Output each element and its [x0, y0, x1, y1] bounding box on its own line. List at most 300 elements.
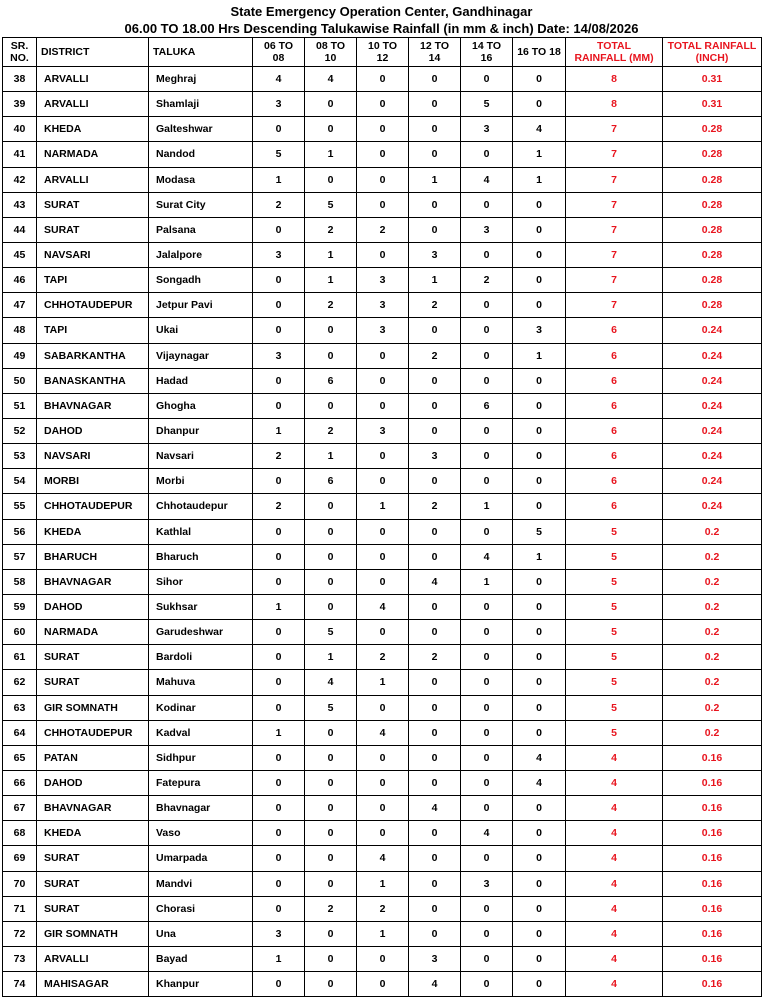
- taluka-cell: Sihor: [149, 569, 253, 594]
- total-inch-cell: 0.2: [663, 544, 762, 569]
- total-mm-cell: 5: [566, 594, 663, 619]
- district-cell: DAHOD: [37, 770, 149, 795]
- table-row: [3, 92, 762, 117]
- rain-08-10-cell: 0: [305, 921, 357, 946]
- rain-14-16-cell: 5: [461, 92, 513, 117]
- taluka-cell: Kadval: [149, 720, 253, 745]
- rain-10-12-cell: 3: [357, 293, 409, 318]
- total-mm-cell: 6: [566, 494, 663, 519]
- total-mm-cell: 7: [566, 117, 663, 142]
- taluka-cell: Sidhpur: [149, 745, 253, 770]
- rain-10-12-cell: 0: [357, 695, 409, 720]
- rain-12-14-cell: 0: [409, 368, 461, 393]
- rain-08-10-cell: 5: [305, 620, 357, 645]
- district-cell: NARMADA: [37, 620, 149, 645]
- district-cell: SURAT: [37, 670, 149, 695]
- rain-10-12-cell: 1: [357, 494, 409, 519]
- table-row: [3, 142, 762, 167]
- report-title: State Emergency Operation Center, Gandhinagar: [230, 4, 533, 19]
- rain-10-12-cell: 0: [357, 569, 409, 594]
- district-cell: CHHOTAUDEPUR: [37, 293, 149, 318]
- rain-16-18-cell: 0: [513, 293, 566, 318]
- sr-cell: 54: [3, 469, 37, 494]
- total-inch-cell: 0.16: [663, 770, 762, 795]
- rain-14-16-cell: 0: [461, 318, 513, 343]
- rain-10-12-cell: 2: [357, 896, 409, 921]
- total-inch-cell: 0.28: [663, 268, 762, 293]
- total-mm-cell: 7: [566, 167, 663, 192]
- taluka-cell: Mandvi: [149, 871, 253, 896]
- rain-14-16-cell: 0: [461, 444, 513, 469]
- rain-16-18-cell: 5: [513, 519, 566, 544]
- col-header-12-14: 12 TO 14: [409, 38, 461, 67]
- taluka-cell: Dhanpur: [149, 418, 253, 443]
- total-inch-cell: 0.28: [663, 242, 762, 267]
- rain-08-10-cell: 1: [305, 268, 357, 293]
- sr-cell: 57: [3, 544, 37, 569]
- taluka-cell: Jetpur Pavi: [149, 293, 253, 318]
- rain-06-08-cell: 0: [253, 846, 305, 871]
- rain-14-16-cell: 0: [461, 293, 513, 318]
- sr-cell: 74: [3, 972, 37, 997]
- sr-cell: 49: [3, 343, 37, 368]
- sr-cell: 70: [3, 871, 37, 896]
- total-mm-cell: 4: [566, 972, 663, 997]
- table-row: [3, 695, 762, 720]
- rain-10-12-cell: 1: [357, 921, 409, 946]
- table-row: [3, 544, 762, 569]
- table-row: [3, 821, 762, 846]
- rain-08-10-cell: 4: [305, 67, 357, 92]
- rain-06-08-cell: 3: [253, 242, 305, 267]
- taluka-cell: Shamlaji: [149, 92, 253, 117]
- rain-16-18-cell: 1: [513, 544, 566, 569]
- rain-16-18-cell: 0: [513, 418, 566, 443]
- sr-cell: 65: [3, 745, 37, 770]
- rain-14-16-cell: 4: [461, 821, 513, 846]
- col-header-16-18: 16 TO 18: [513, 38, 566, 67]
- taluka-cell: Vaso: [149, 821, 253, 846]
- total-inch-cell: 0.2: [663, 519, 762, 544]
- rain-10-12-cell: 4: [357, 846, 409, 871]
- rain-08-10-cell: 0: [305, 972, 357, 997]
- total-mm-cell: 6: [566, 318, 663, 343]
- rain-14-16-cell: 0: [461, 695, 513, 720]
- rain-16-18-cell: 0: [513, 268, 566, 293]
- total-inch-cell: 0.16: [663, 846, 762, 871]
- rain-06-08-cell: 0: [253, 972, 305, 997]
- rain-08-10-cell: 0: [305, 594, 357, 619]
- total-mm-cell: 8: [566, 67, 663, 92]
- sr-cell: 43: [3, 192, 37, 217]
- total-mm-cell: 4: [566, 946, 663, 971]
- sr-cell: 52: [3, 418, 37, 443]
- rain-10-12-cell: 0: [357, 117, 409, 142]
- rain-12-14-cell: 2: [409, 343, 461, 368]
- total-inch-cell: 0.2: [663, 720, 762, 745]
- district-cell: SURAT: [37, 846, 149, 871]
- rain-16-18-cell: 4: [513, 770, 566, 795]
- table-row: [3, 720, 762, 745]
- table-row: [3, 217, 762, 242]
- district-cell: DAHOD: [37, 594, 149, 619]
- rain-12-14-cell: 0: [409, 142, 461, 167]
- rain-06-08-cell: 2: [253, 494, 305, 519]
- rain-16-18-cell: 0: [513, 871, 566, 896]
- rain-06-08-cell: 1: [253, 946, 305, 971]
- taluka-cell: Fatepura: [149, 770, 253, 795]
- taluka-cell: Vijaynagar: [149, 343, 253, 368]
- table-header-row: [3, 38, 762, 67]
- rain-06-08-cell: 5: [253, 142, 305, 167]
- rain-08-10-cell: 5: [305, 695, 357, 720]
- total-inch-cell: 0.16: [663, 946, 762, 971]
- rain-12-14-cell: 4: [409, 972, 461, 997]
- rain-08-10-cell: 1: [305, 242, 357, 267]
- rain-06-08-cell: 0: [253, 871, 305, 896]
- district-cell: CHHOTAUDEPUR: [37, 720, 149, 745]
- rain-12-14-cell: 0: [409, 921, 461, 946]
- rain-14-16-cell: 4: [461, 544, 513, 569]
- sr-cell: 62: [3, 670, 37, 695]
- rain-10-12-cell: 0: [357, 343, 409, 368]
- total-mm-cell: 7: [566, 242, 663, 267]
- total-inch-cell: 0.24: [663, 318, 762, 343]
- rain-12-14-cell: 0: [409, 192, 461, 217]
- table-row: [3, 921, 762, 946]
- taluka-cell: Chorasi: [149, 896, 253, 921]
- total-mm-cell: 6: [566, 444, 663, 469]
- rain-12-14-cell: 0: [409, 67, 461, 92]
- total-inch-cell: 0.31: [663, 92, 762, 117]
- rain-14-16-cell: 0: [461, 343, 513, 368]
- taluka-cell: Una: [149, 921, 253, 946]
- rain-14-16-cell: 0: [461, 142, 513, 167]
- rain-10-12-cell: 0: [357, 946, 409, 971]
- rain-06-08-cell: 2: [253, 444, 305, 469]
- total-inch-cell: 0.16: [663, 871, 762, 896]
- district-cell: MORBI: [37, 469, 149, 494]
- district-cell: SURAT: [37, 192, 149, 217]
- rain-06-08-cell: 0: [253, 821, 305, 846]
- table-row: [3, 494, 762, 519]
- rain-12-14-cell: 0: [409, 821, 461, 846]
- rain-12-14-cell: 2: [409, 645, 461, 670]
- sr-cell: 46: [3, 268, 37, 293]
- rain-14-16-cell: 1: [461, 569, 513, 594]
- taluka-cell: Jalalpore: [149, 242, 253, 267]
- rain-10-12-cell: 0: [357, 167, 409, 192]
- rain-12-14-cell: 0: [409, 469, 461, 494]
- sr-cell: 66: [3, 770, 37, 795]
- total-mm-cell: 4: [566, 896, 663, 921]
- rain-16-18-cell: 0: [513, 670, 566, 695]
- rain-12-14-cell: 3: [409, 444, 461, 469]
- rain-12-14-cell: 3: [409, 242, 461, 267]
- rain-14-16-cell: 1: [461, 494, 513, 519]
- table-row: [3, 318, 762, 343]
- rain-16-18-cell: 0: [513, 217, 566, 242]
- sr-cell: 71: [3, 896, 37, 921]
- taluka-cell: Khanpur: [149, 972, 253, 997]
- rain-08-10-cell: 2: [305, 293, 357, 318]
- rain-12-14-cell: 3: [409, 946, 461, 971]
- rain-16-18-cell: 0: [513, 469, 566, 494]
- rain-12-14-cell: 2: [409, 293, 461, 318]
- rain-06-08-cell: 3: [253, 921, 305, 946]
- rain-14-16-cell: 0: [461, 192, 513, 217]
- district-cell: ARVALLI: [37, 67, 149, 92]
- table-row: [3, 117, 762, 142]
- total-mm-cell: 4: [566, 921, 663, 946]
- sr-cell: 69: [3, 846, 37, 871]
- rain-10-12-cell: 4: [357, 720, 409, 745]
- taluka-cell: Bhavnagar: [149, 796, 253, 821]
- rain-12-14-cell: 0: [409, 695, 461, 720]
- district-cell: BHAVNAGAR: [37, 393, 149, 418]
- rain-16-18-cell: 0: [513, 695, 566, 720]
- district-cell: BANASKANTHA: [37, 368, 149, 393]
- district-cell: PATAN: [37, 745, 149, 770]
- rain-06-08-cell: 3: [253, 92, 305, 117]
- sr-cell: 61: [3, 645, 37, 670]
- rain-16-18-cell: 0: [513, 368, 566, 393]
- rain-08-10-cell: 0: [305, 544, 357, 569]
- col-header-district: DISTRICT: [37, 38, 149, 67]
- taluka-cell: Hadad: [149, 368, 253, 393]
- rain-14-16-cell: 0: [461, 896, 513, 921]
- rain-12-14-cell: 0: [409, 92, 461, 117]
- total-mm-cell: 6: [566, 469, 663, 494]
- rain-14-16-cell: 0: [461, 418, 513, 443]
- district-cell: ARVALLI: [37, 167, 149, 192]
- sr-cell: 51: [3, 393, 37, 418]
- rain-08-10-cell: 1: [305, 444, 357, 469]
- table-body: [3, 67, 762, 997]
- sr-cell: 50: [3, 368, 37, 393]
- rain-08-10-cell: 6: [305, 469, 357, 494]
- rain-14-16-cell: 4: [461, 167, 513, 192]
- taluka-cell: Bharuch: [149, 544, 253, 569]
- taluka-cell: Surat City: [149, 192, 253, 217]
- rain-06-08-cell: 0: [253, 770, 305, 795]
- rain-12-14-cell: 0: [409, 117, 461, 142]
- rain-10-12-cell: 0: [357, 821, 409, 846]
- rain-16-18-cell: 1: [513, 167, 566, 192]
- total-mm-cell: 4: [566, 770, 663, 795]
- rain-14-16-cell: 3: [461, 217, 513, 242]
- total-mm-cell: 8: [566, 92, 663, 117]
- sr-cell: 47: [3, 293, 37, 318]
- taluka-cell: Modasa: [149, 167, 253, 192]
- rain-06-08-cell: 1: [253, 167, 305, 192]
- rain-14-16-cell: 3: [461, 871, 513, 896]
- rain-10-12-cell: 0: [357, 242, 409, 267]
- district-cell: ARVALLI: [37, 946, 149, 971]
- district-cell: CHHOTAUDEPUR: [37, 494, 149, 519]
- table-row: [3, 569, 762, 594]
- rain-06-08-cell: 0: [253, 645, 305, 670]
- rain-12-14-cell: 0: [409, 620, 461, 645]
- total-inch-cell: 0.2: [663, 569, 762, 594]
- rain-16-18-cell: 0: [513, 972, 566, 997]
- col-header-08-10: 08 TO 10: [305, 38, 357, 67]
- rain-12-14-cell: 0: [409, 720, 461, 745]
- sr-cell: 55: [3, 494, 37, 519]
- rain-14-16-cell: 0: [461, 796, 513, 821]
- rain-06-08-cell: 0: [253, 695, 305, 720]
- rain-12-14-cell: 0: [409, 770, 461, 795]
- total-inch-cell: 0.24: [663, 469, 762, 494]
- total-inch-cell: 0.28: [663, 293, 762, 318]
- total-mm-cell: 6: [566, 418, 663, 443]
- rain-10-12-cell: 0: [357, 796, 409, 821]
- rain-08-10-cell: 0: [305, 167, 357, 192]
- taluka-cell: Bardoli: [149, 645, 253, 670]
- total-inch-cell: 0.2: [663, 670, 762, 695]
- rain-10-12-cell: 0: [357, 469, 409, 494]
- table-row: [3, 896, 762, 921]
- table-row: [3, 594, 762, 619]
- rain-14-16-cell: 0: [461, 519, 513, 544]
- total-inch-cell: 0.28: [663, 217, 762, 242]
- table-row: [3, 645, 762, 670]
- rain-14-16-cell: 3: [461, 117, 513, 142]
- rain-14-16-cell: 0: [461, 670, 513, 695]
- district-cell: GIR SOMNATH: [37, 695, 149, 720]
- table-row: [3, 846, 762, 871]
- sr-cell: 72: [3, 921, 37, 946]
- sr-cell: 40: [3, 117, 37, 142]
- table-row: [3, 946, 762, 971]
- rain-08-10-cell: 1: [305, 645, 357, 670]
- table-row: [3, 343, 762, 368]
- rain-06-08-cell: 0: [253, 117, 305, 142]
- total-inch-cell: 0.31: [663, 67, 762, 92]
- col-header-06-08: 06 TO 08: [253, 38, 305, 67]
- rainfall-report: [2, 3, 761, 997]
- sr-cell: 59: [3, 594, 37, 619]
- rain-16-18-cell: 0: [513, 796, 566, 821]
- total-inch-cell: 0.24: [663, 418, 762, 443]
- rain-16-18-cell: 3: [513, 318, 566, 343]
- rain-08-10-cell: 1: [305, 142, 357, 167]
- rain-16-18-cell: 0: [513, 594, 566, 619]
- taluka-cell: Meghraj: [149, 67, 253, 92]
- total-mm-cell: 7: [566, 268, 663, 293]
- total-mm-cell: 5: [566, 670, 663, 695]
- rain-14-16-cell: 0: [461, 946, 513, 971]
- rain-12-14-cell: 4: [409, 796, 461, 821]
- sr-cell: 56: [3, 519, 37, 544]
- rain-08-10-cell: 0: [305, 92, 357, 117]
- sr-cell: 53: [3, 444, 37, 469]
- rain-08-10-cell: 0: [305, 846, 357, 871]
- total-mm-cell: 5: [566, 569, 663, 594]
- total-mm-cell: 4: [566, 846, 663, 871]
- rain-10-12-cell: 0: [357, 192, 409, 217]
- rain-10-12-cell: 0: [357, 519, 409, 544]
- rain-14-16-cell: 0: [461, 620, 513, 645]
- total-mm-cell: 5: [566, 620, 663, 645]
- taluka-cell: Ukai: [149, 318, 253, 343]
- rain-10-12-cell: 0: [357, 142, 409, 167]
- district-cell: SURAT: [37, 896, 149, 921]
- sr-cell: 45: [3, 242, 37, 267]
- sr-cell: 63: [3, 695, 37, 720]
- rain-16-18-cell: 4: [513, 745, 566, 770]
- rain-12-14-cell: 4: [409, 569, 461, 594]
- total-mm-cell: 5: [566, 544, 663, 569]
- sr-cell: 67: [3, 796, 37, 821]
- rain-08-10-cell: 5: [305, 192, 357, 217]
- taluka-cell: Chhotaudepur: [149, 494, 253, 519]
- table-row: [3, 519, 762, 544]
- total-inch-cell: 0.2: [663, 645, 762, 670]
- taluka-cell: Mahuva: [149, 670, 253, 695]
- rain-16-18-cell: 1: [513, 142, 566, 167]
- rain-06-08-cell: 0: [253, 217, 305, 242]
- rain-14-16-cell: 0: [461, 770, 513, 795]
- taluka-cell: Nandod: [149, 142, 253, 167]
- total-inch-cell: 0.2: [663, 695, 762, 720]
- table-row: [3, 293, 762, 318]
- rain-10-12-cell: 1: [357, 871, 409, 896]
- rain-06-08-cell: 0: [253, 896, 305, 921]
- rain-06-08-cell: 0: [253, 318, 305, 343]
- total-mm-cell: 4: [566, 871, 663, 896]
- rain-12-14-cell: 0: [409, 745, 461, 770]
- table-row: [3, 620, 762, 645]
- table-row: [3, 368, 762, 393]
- rain-14-16-cell: 0: [461, 368, 513, 393]
- rain-06-08-cell: 0: [253, 368, 305, 393]
- rain-06-08-cell: 0: [253, 268, 305, 293]
- rain-08-10-cell: 0: [305, 318, 357, 343]
- table-row: [3, 67, 762, 92]
- rain-16-18-cell: 0: [513, 569, 566, 594]
- rain-12-14-cell: 1: [409, 268, 461, 293]
- table-row: [3, 444, 762, 469]
- rain-14-16-cell: 0: [461, 67, 513, 92]
- table-row: [3, 469, 762, 494]
- taluka-cell: Garudeshwar: [149, 620, 253, 645]
- rain-16-18-cell: 0: [513, 946, 566, 971]
- district-cell: SABARKANTHA: [37, 343, 149, 368]
- total-inch-cell: 0.28: [663, 167, 762, 192]
- table-row: [3, 418, 762, 443]
- rain-08-10-cell: 0: [305, 519, 357, 544]
- rain-12-14-cell: 0: [409, 594, 461, 619]
- district-cell: ARVALLI: [37, 92, 149, 117]
- rain-06-08-cell: 0: [253, 569, 305, 594]
- sr-cell: 38: [3, 67, 37, 92]
- taluka-cell: Bayad: [149, 946, 253, 971]
- total-mm-cell: 4: [566, 821, 663, 846]
- rain-10-12-cell: 0: [357, 745, 409, 770]
- rain-12-14-cell: 0: [409, 393, 461, 418]
- rain-16-18-cell: 0: [513, 620, 566, 645]
- rain-10-12-cell: 2: [357, 217, 409, 242]
- rain-10-12-cell: 0: [357, 368, 409, 393]
- rain-06-08-cell: 2: [253, 192, 305, 217]
- taluka-cell: Morbi: [149, 469, 253, 494]
- district-cell: TAPI: [37, 268, 149, 293]
- table-row: [3, 242, 762, 267]
- district-cell: MAHISAGAR: [37, 972, 149, 997]
- total-mm-cell: 7: [566, 217, 663, 242]
- sr-cell: 42: [3, 167, 37, 192]
